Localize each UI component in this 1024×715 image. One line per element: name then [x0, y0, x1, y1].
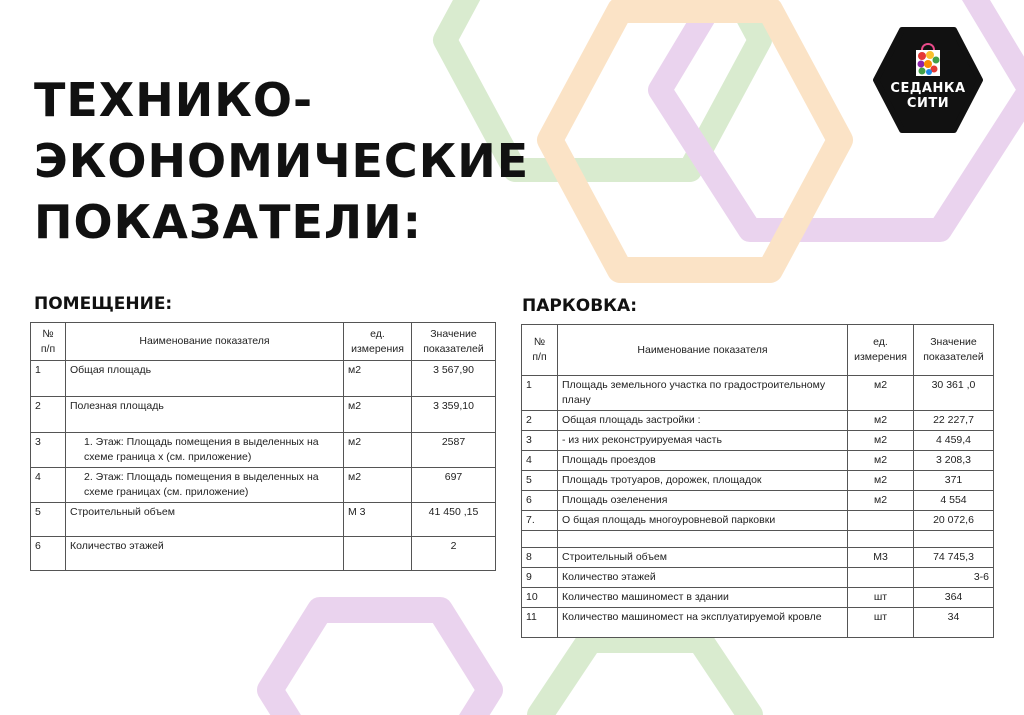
row-name — [558, 531, 848, 548]
logo-text-line-1: СЕДАНКА — [890, 81, 966, 96]
row-unit: м2 — [344, 397, 412, 433]
row-num: 4 — [31, 468, 66, 503]
row-value — [914, 531, 994, 548]
table-row — [522, 588, 994, 608]
row-unit: шт — [848, 608, 914, 638]
row-value: 3-6 — [914, 568, 994, 588]
row-num: 1 — [31, 361, 66, 397]
premises-header-row — [31, 323, 496, 361]
row-num: 8 — [522, 548, 558, 568]
row-name: 2. Этаж: Площадь помещения в выделенных на схеме границах (см. приложение) — [66, 468, 344, 503]
row-unit: шт — [848, 588, 914, 608]
row-name: Площадь озеленения — [558, 491, 848, 511]
table-row — [522, 548, 994, 568]
row-num: 4 — [522, 451, 558, 471]
row-value: 20 072,6 — [914, 511, 994, 531]
row-value: 3 208,3 — [914, 451, 994, 471]
row-num: 9 — [522, 568, 558, 588]
row-name: Полезная площадь — [66, 397, 344, 433]
row-num: 1 — [522, 376, 558, 411]
table-row — [31, 503, 496, 537]
row-name: О бщая площадь многоуровневой парковки — [558, 511, 848, 531]
header-num: № п/п — [31, 323, 66, 361]
row-name: Общая площадь застройки : — [558, 411, 848, 431]
header-name: Наименование показателя — [66, 323, 344, 361]
table-row — [522, 471, 994, 491]
row-value: 371 — [914, 471, 994, 491]
row-unit: М 3 — [344, 503, 412, 537]
hexagon-green-bottom — [540, 640, 750, 715]
table-row — [522, 511, 994, 531]
parking-header-row — [522, 325, 994, 376]
row-unit: м2 — [848, 451, 914, 471]
row-name: Площадь проездов — [558, 451, 848, 471]
premises-table — [30, 322, 496, 571]
row-num: 10 — [522, 588, 558, 608]
row-unit — [344, 537, 412, 571]
table-row — [522, 568, 994, 588]
table-row — [522, 491, 994, 511]
table-row — [31, 433, 496, 468]
title-line-2: ЭКОНОМИЧЕСКИЕ — [34, 134, 530, 188]
row-num: 7. — [522, 511, 558, 531]
table-row — [522, 376, 994, 411]
header-value: Значение показателей — [914, 325, 994, 376]
table-row — [31, 397, 496, 433]
premises-heading: ПОМЕЩЕНИЕ: — [34, 294, 173, 314]
row-name: Общая площадь — [66, 361, 344, 397]
row-name: - из них реконструируемая часть — [558, 431, 848, 451]
row-unit: м2 — [848, 376, 914, 411]
row-unit: м2 — [344, 433, 412, 468]
row-name: Количество этажей — [66, 537, 344, 571]
row-name: Количество этажей — [558, 568, 848, 588]
row-unit: м2 — [848, 431, 914, 451]
hexagon-purple-bottom — [270, 610, 490, 715]
row-num: 5 — [522, 471, 558, 491]
row-unit: м2 — [344, 468, 412, 503]
row-name: Количество машиномест на эксплуатируемой кровле — [558, 608, 848, 638]
table-row — [31, 468, 496, 503]
page-title — [34, 70, 529, 253]
row-name: Строительный объем — [558, 548, 848, 568]
row-name: Площадь тротуаров, дорожек, площадок — [558, 471, 848, 491]
row-unit — [848, 511, 914, 531]
row-num: 2 — [522, 411, 558, 431]
row-value: 3 359,10 — [412, 397, 496, 433]
row-unit: м2 — [848, 471, 914, 491]
row-unit — [848, 531, 914, 548]
table-row — [522, 531, 994, 548]
row-value: 364 — [914, 588, 994, 608]
table-row — [522, 411, 994, 431]
row-unit: м2 — [848, 411, 914, 431]
header-name: Наименование показателя — [558, 325, 848, 376]
row-value: 30 361 ,0 — [914, 376, 994, 411]
row-name: Строительный объем — [66, 503, 344, 537]
row-value: 697 — [412, 468, 496, 503]
header-value: Значение показателей — [412, 323, 496, 361]
row-num: 6 — [31, 537, 66, 571]
table-row — [522, 608, 994, 638]
row-unit: м2 — [848, 491, 914, 511]
row-name: Количество машиномест в здании — [558, 588, 848, 608]
row-value: 2587 — [412, 433, 496, 468]
row-num: 3 — [31, 433, 66, 468]
row-name: Площадь земельного участка по градостроительному плану — [558, 376, 848, 411]
row-unit — [848, 568, 914, 588]
table-row — [31, 537, 496, 571]
logo — [872, 24, 984, 136]
row-num: 11 — [522, 608, 558, 638]
row-num: 5 — [31, 503, 66, 537]
row-value: 2 — [412, 537, 496, 571]
table-row — [31, 361, 496, 397]
row-value: 3 567,90 — [412, 361, 496, 397]
table-row — [522, 431, 994, 451]
header-unit: ед. измерения — [344, 323, 412, 361]
row-value: 4 554 — [914, 491, 994, 511]
row-value: 34 — [914, 608, 994, 638]
row-num: 3 — [522, 431, 558, 451]
row-num: 6 — [522, 491, 558, 511]
row-value: 4 459,4 — [914, 431, 994, 451]
row-num: 2 — [31, 397, 66, 433]
parking-table — [521, 324, 994, 638]
row-num — [522, 531, 558, 548]
row-name: 1. Этаж: Площадь помещения в выделенных на схеме граница х (см. приложение) — [66, 433, 344, 468]
table-row — [522, 451, 994, 471]
logo-text-line-2: СИТИ — [906, 96, 950, 111]
row-value: 22 227,7 — [914, 411, 994, 431]
parking-heading: ПАРКОВКА: — [522, 296, 637, 316]
row-value: 74 745,3 — [914, 548, 994, 568]
row-value: 41 450 ,15 — [412, 503, 496, 537]
title-line-1: ТЕХНИКО- — [34, 73, 314, 127]
row-unit: м2 — [344, 361, 412, 397]
title-line-3: ПОКАЗАТЕЛИ: — [34, 195, 422, 249]
logo-badge — [872, 24, 984, 136]
row-unit: М3 — [848, 548, 914, 568]
header-unit: ед. измерения — [848, 325, 914, 376]
header-num: № п/п — [522, 325, 558, 376]
